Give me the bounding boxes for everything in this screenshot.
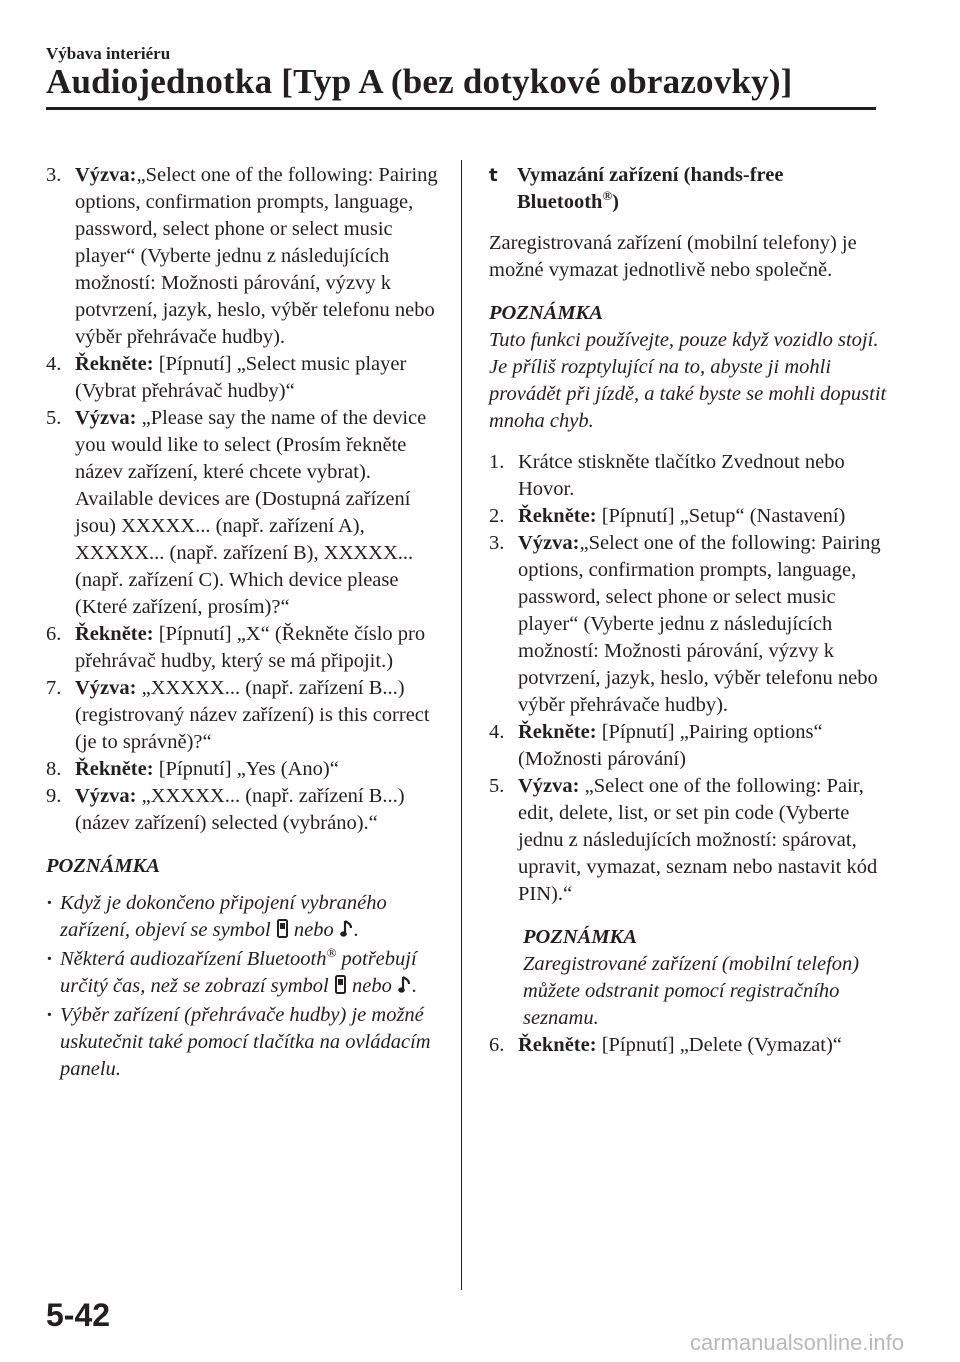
chapter-title: Audiojednotka [Typ A (bez dotykové obrazovky)]	[46, 62, 793, 101]
step-1: 1. Krátce stiskněte tlačítko Zvednout nebo Hovor.	[489, 451, 845, 500]
step-4: 4. Řekněte: [Pípnutí] „Pairing options“ (Možnosti párování)	[489, 721, 823, 770]
step-6: 6. Řekněte: [Pípnutí] „X“ (Řekněte číslo pro přehrávač hudby, který se má připojit.)	[46, 623, 426, 672]
step-7: 7. Výzva: „XXXXX... (např. zařízení B...) (registrovaný název zařízení) is this correct (je to správně)?“	[46, 677, 430, 753]
step-5: 5. Výzva: „Select one of the following: Pair, edit, delete, list, or set pin code (Vyberte jednu z následujících možností: spárovat, upravit, vymazat, seznam nebo nastavit kód PIN).“	[489, 775, 878, 905]
note-text: Zaregistrované zařízení (mobilní telefon) můžete odstranit pomocí registračního seznamu.	[523, 953, 860, 1029]
note-title: POZNÁMKA	[46, 855, 160, 877]
watermark: carmanualsonline.info	[689, 1330, 904, 1355]
step-6: 6. Řekněte: [Pípnutí] „Delete (Vymazat)“	[489, 1034, 842, 1056]
note-bullet: · Výběr zařízení (přehrávače hudby) je možné uskutečnit také pomocí tlačítka na ovládacím panelu.	[46, 1004, 431, 1080]
sub-heading: t Vymazání zařízení (hands-free Bluetooth®)	[489, 162, 889, 216]
step-8: 8. Řekněte: [Pípnutí] „Yes (Ano)“	[46, 758, 339, 780]
music-note-icon	[398, 975, 411, 994]
note-bullet: · Když je dokončeno připojení vybraného zařízení, objeví se symbol nebo .	[46, 892, 387, 941]
note-bullet: · Některá audiozařízení Bluetooth® potřebují určitý čas, než se zobrazí symbol nebo .	[46, 945, 418, 997]
left-column	[46, 162, 446, 1083]
phone-icon	[335, 975, 346, 994]
column-divider	[461, 160, 462, 1290]
phone-icon	[277, 919, 288, 938]
step-3: 3. Výzva:„Select one of the following: Pairing options, confirmation prompts, language, password, select phone or select music player“ (Vyberte jednu z následujících možností: Možnosti párování, výzvy k potvrzení, jazyk, heslo, výběr telefonu nebo výběr přehrávače hudby).	[46, 164, 438, 348]
step-9: 9. Výzva: „XXXXX... (např. zařízení B...) (název zařízení) selected (vybráno).“	[46, 785, 405, 834]
step-4: 4. Řekněte: [Pípnutí] „Select music player (Vybrat přehrávač hudby)“	[46, 353, 407, 402]
page-number: 5-42	[46, 1297, 111, 1333]
step-5: 5. Výzva: „Please say the name of the device you would like to select (Prosím řekněte název zařízení, které chcete vybrat). Available devices are (Dostupná zařízení jsou) XXXXX... (např. zařízení A), XXXXX... (např. zařízení B), XXXXX... (např. zařízení C). Which device please (Které zařízení, prosím)?“	[46, 407, 427, 618]
right-column	[489, 162, 889, 1059]
intro-paragraph: Zaregistrovaná zařízení (mobilní telefony) je možné vymazat jednotlivě nebo společně.	[489, 232, 857, 281]
note-title: POZNÁMKA	[523, 926, 637, 948]
section-label: Výbava interiéru	[46, 44, 171, 63]
music-note-icon	[340, 919, 353, 938]
step-3: 3. Výzva:„Select one of the following: Pairing options, confirmation prompts, language, password, select phone or select music player“ (Vyberte jednu z následujících možností: Možnosti párování, výzvy k potvrzení, jazyk, heslo, výběr telefonu nebo výběr přehrávače hudby).	[489, 532, 881, 716]
note-text: Tuto funkci používejte, pouze když vozidlo stojí. Je příliš rozptylující na to, abyste ji mohli provádět při jízdě, a také byste se mohli dopustit mnoha chyb.	[489, 329, 887, 432]
header-rule	[46, 107, 876, 110]
inner-note	[523, 924, 889, 1032]
note-title: POZNÁMKA	[489, 302, 603, 324]
step-2: 2. Řekněte: [Pípnutí] „Setup“ (Nastavení)	[489, 505, 846, 527]
section-mark-icon: t	[489, 165, 498, 186]
